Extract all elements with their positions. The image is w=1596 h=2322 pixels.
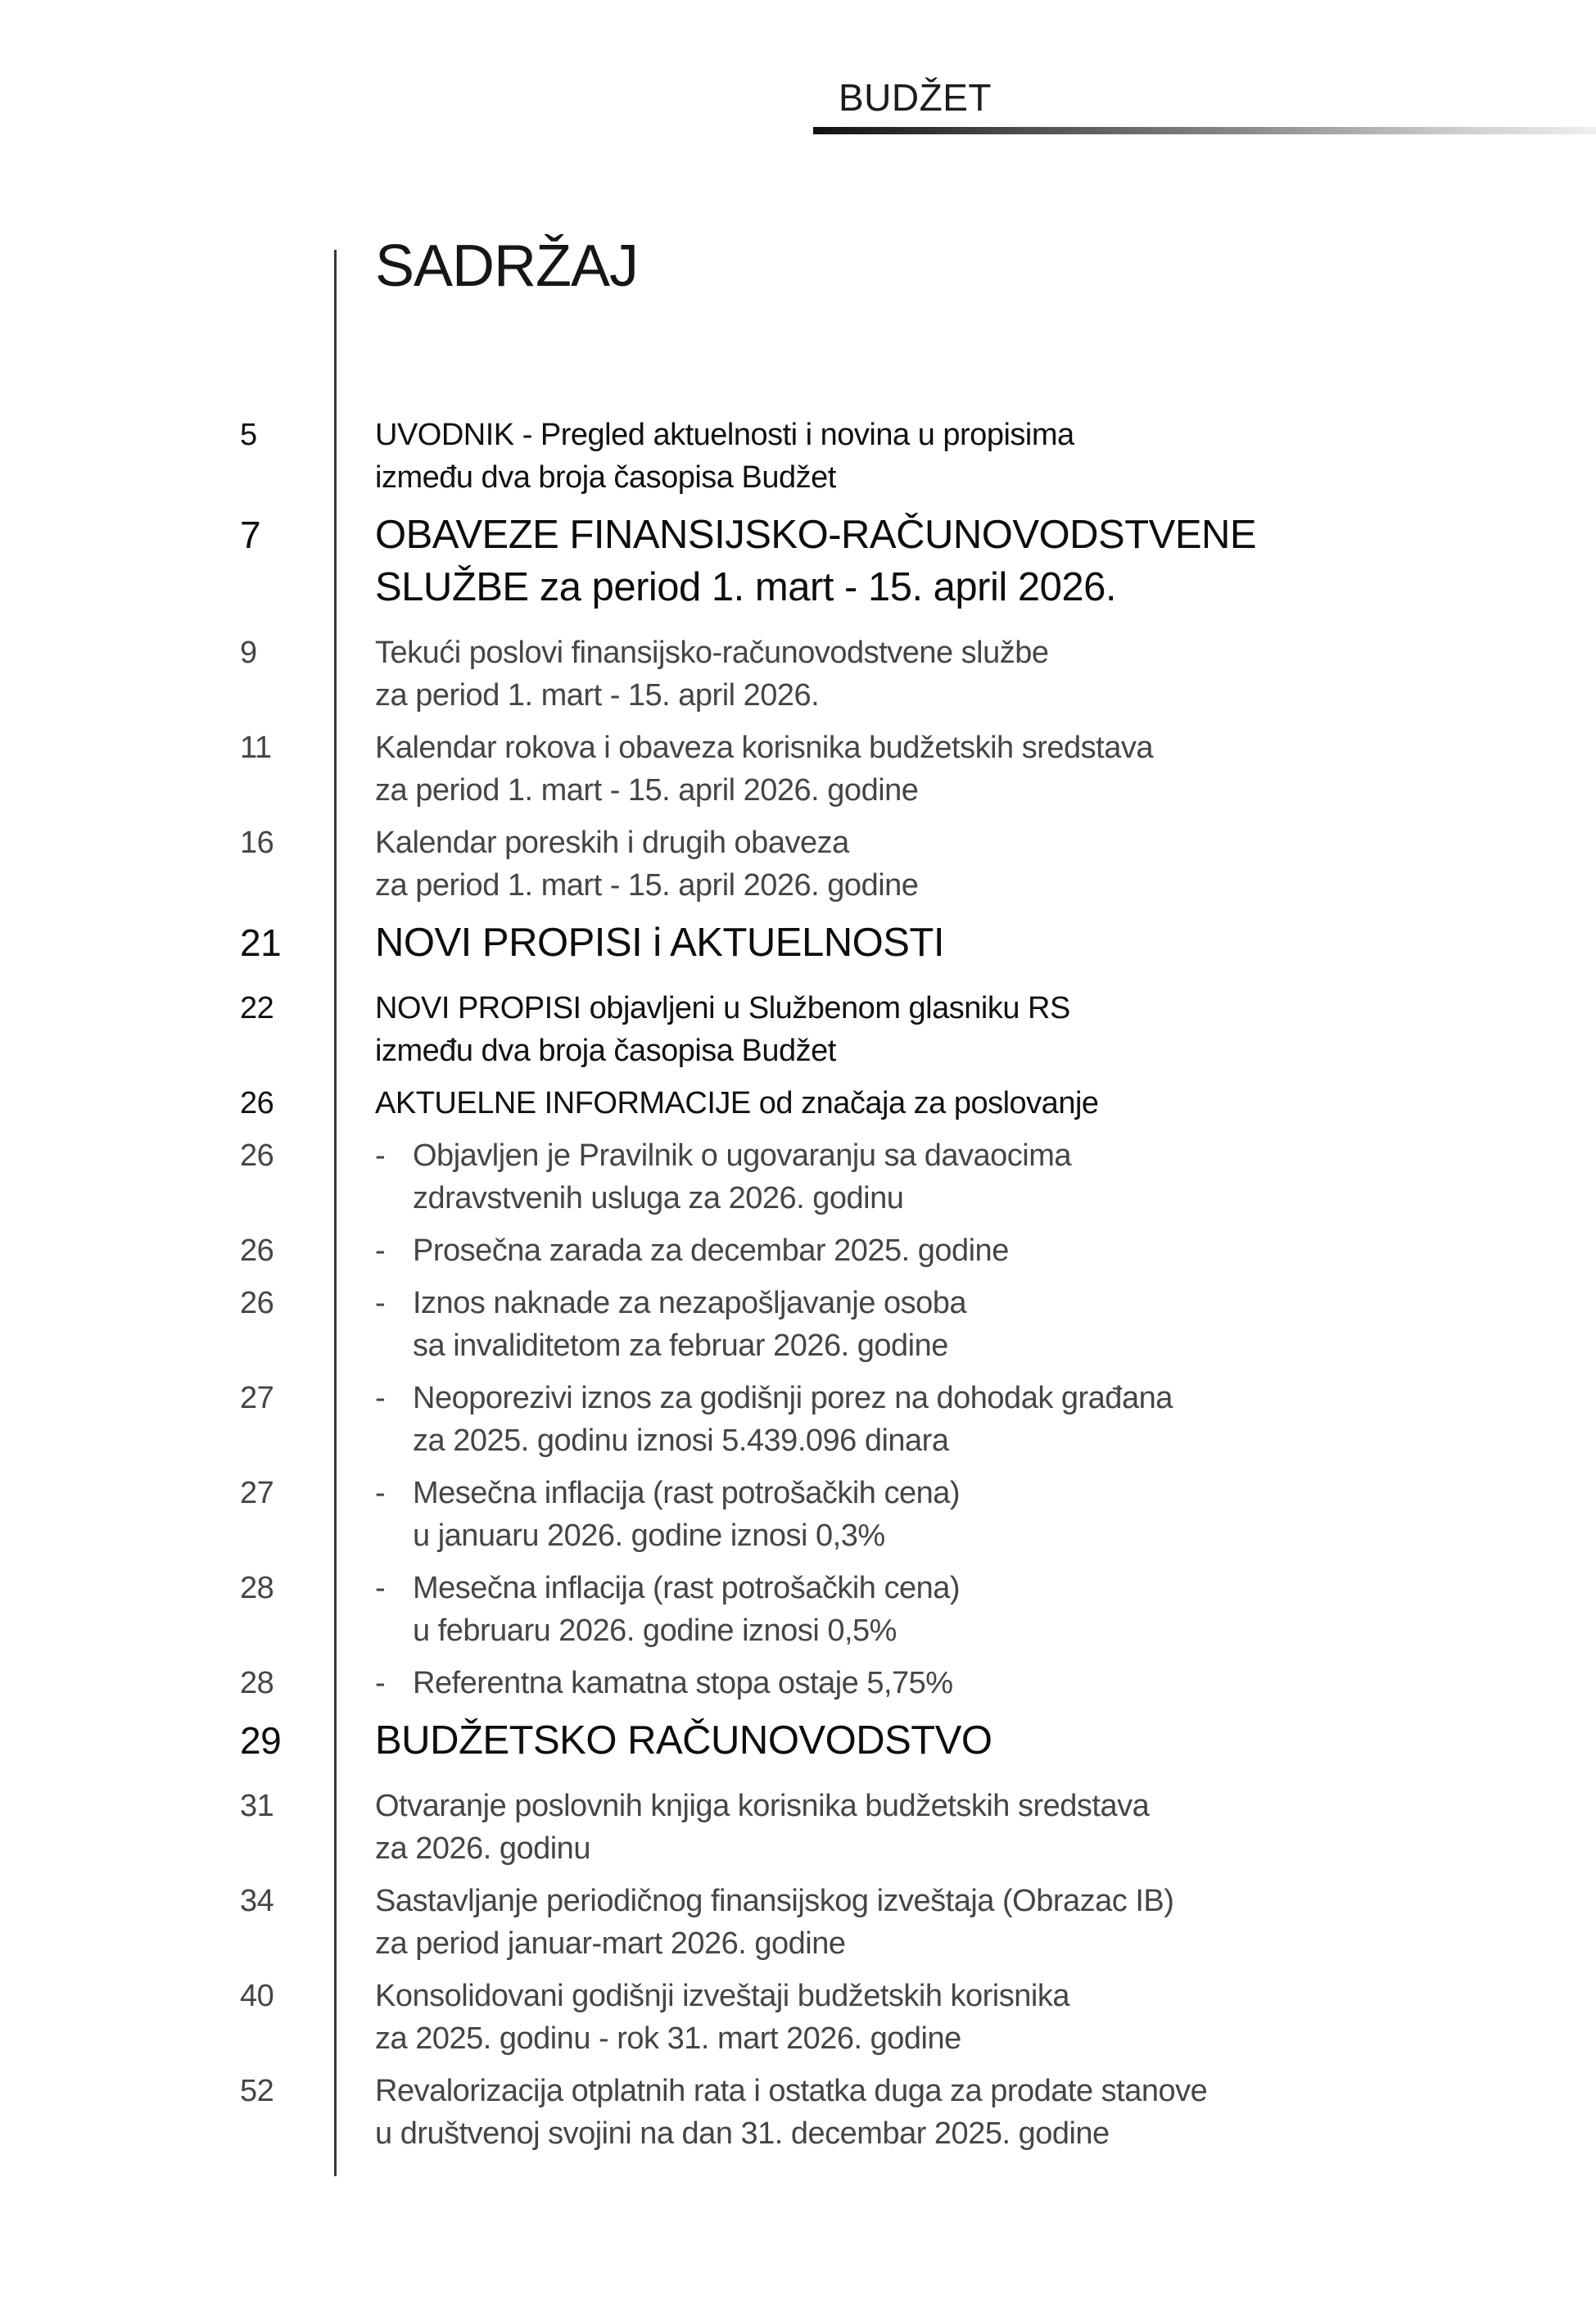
toc-page-number: 26	[240, 1233, 274, 1268]
toc-entry-line: Prosečna zarada za decembar 2025. godine	[413, 1233, 1009, 1268]
toc-row	[0, 414, 1596, 499]
toc-entry	[375, 987, 1596, 1072]
toc-page-number: 7	[240, 514, 261, 556]
toc-row	[0, 1229, 1596, 1272]
toc-entry-line: za period januar-mart 2026. godine	[375, 1926, 846, 1961]
toc-entry	[375, 1282, 1596, 1367]
toc-row	[0, 1975, 1596, 2060]
toc-page-number: 21	[240, 921, 282, 964]
toc-row	[0, 1134, 1596, 1220]
toc-entry-line: Referentna kamatna stopa ostaje 5,75%	[413, 1666, 953, 1700]
toc-entry-line: NOVI PROPISI objavljeni u Službenom glasniku RS	[375, 991, 1070, 1025]
toc-page-number: 52	[240, 2074, 274, 2108]
toc-row	[0, 1567, 1596, 1652]
toc-entry-line: za 2025. godinu iznosi 5.439.096 dinara	[413, 1424, 949, 1458]
toc-entry-line: NOVI PROPISI i AKTUELNOSTI	[375, 921, 944, 965]
toc-page-number: 9	[240, 636, 257, 670]
toc-entry-line: Tekući poslovi finansijsko-računovodstvene službe	[375, 636, 1049, 670]
toc-entry-line: OBAVEZE FINANSIJSKO-RAČUNOVODSTVENE	[375, 513, 1257, 557]
toc-entry-line: Mesečna inflacija (rast potrošačkih cena)	[413, 1571, 961, 1605]
toc-row	[0, 987, 1596, 1072]
toc-entry	[375, 1082, 1596, 1125]
toc-entry-line: Sastavljanje periodičnog finansijskog izveštaja (Obrazac IB)	[375, 1884, 1174, 1918]
toc-page-number: 27	[240, 1381, 274, 1415]
toc-page-number: 31	[240, 1789, 274, 1823]
toc-entry-line: Objavljen je Pravilnik o ugovaranju sa davaocima	[413, 1138, 1072, 1173]
toc-page-number: 11	[240, 731, 272, 765]
toc-entry	[375, 1785, 1596, 1870]
toc-page-number: 22	[240, 991, 274, 1025]
toc-page-number: 26	[240, 1086, 274, 1120]
toc-page-number: 34	[240, 1884, 274, 1918]
toc-entry-content	[413, 1377, 1596, 1462]
toc-page-number: 26	[240, 1286, 274, 1320]
toc-entry-line: za period 1. mart - 15. april 2026. godine	[375, 868, 919, 903]
toc-entry-line: za period 1. mart - 15. april 2026. godine	[375, 773, 919, 808]
toc-entry-line: Kalendar rokova i obaveza korisnika budžetskih sredstava	[375, 731, 1153, 765]
toc-row	[0, 917, 1596, 969]
toc-entry-line: između dva broja časopisa Budžet	[375, 460, 836, 495]
toc-page-number: 28	[240, 1666, 274, 1700]
toc-entry	[375, 1880, 1596, 1965]
toc-entry-line: zdravstvenih usluga za 2026. godinu	[413, 1181, 904, 1215]
toc-entry-line: Mesečna inflacija (rast potrošačkih cena)	[413, 1476, 961, 1510]
toc-page-number: 28	[240, 1571, 274, 1605]
toc-page-number: 5	[240, 418, 257, 452]
toc-entry-line: SLUŽBE za period 1. mart - 15. april 2026.	[375, 565, 1116, 609]
toc-entry	[375, 1229, 1596, 1272]
toc-row	[0, 1472, 1596, 1557]
toc-row	[0, 1714, 1596, 1767]
toc-entry-line: Iznos naknade za nezapošljavanje osoba	[413, 1286, 967, 1320]
toc-row	[0, 726, 1596, 812]
toc-entry-line: Otvaranje poslovnih knjiga korisnika budžetskih sredstava	[375, 1789, 1150, 1823]
toc-page-number: 29	[240, 1719, 282, 1762]
toc-entry-line: između dva broja časopisa Budžet	[375, 1034, 836, 1068]
toc-page-number: 16	[240, 826, 274, 860]
dash-marker: -	[375, 1571, 386, 1605]
toc-entry-line: za 2025. godinu - rok 31. mart 2026. godine	[375, 2021, 961, 2056]
toc-entry-content	[413, 1282, 1596, 1367]
toc-row	[0, 631, 1596, 717]
toc-entry	[375, 1472, 1596, 1557]
dash-marker: -	[375, 1381, 386, 1415]
toc-row	[0, 1082, 1596, 1125]
dash-marker: -	[375, 1286, 386, 1320]
dash-marker: -	[375, 1138, 386, 1173]
toc-entry-content	[413, 1567, 1596, 1652]
dash-marker: -	[375, 1666, 386, 1700]
toc-entry	[375, 1714, 1596, 1767]
toc-entry-line: sa invaliditetom za februar 2026. godine	[413, 1328, 948, 1363]
toc-entry-line: za period 1. mart - 15. april 2026.	[375, 678, 820, 713]
toc-row	[0, 1785, 1596, 1870]
toc-entry-line: u februaru 2026. godine iznosi 0,5%	[413, 1614, 897, 1648]
toc-entry-line: u januaru 2026. godine iznosi 0,3%	[413, 1519, 885, 1553]
toc-entry	[375, 631, 1596, 717]
toc-entry-line: u društvenoj svojini na dan 31. decembar 2025. godine	[375, 2116, 1110, 2151]
toc-row	[0, 509, 1596, 613]
toc-entry-line: Konsolidovani godišnji izveštaji budžetskih korisnika	[375, 1979, 1069, 2013]
toc-entry	[375, 917, 1596, 969]
toc-entry	[375, 822, 1596, 907]
toc-entry	[375, 726, 1596, 812]
toc-entry-line: BUDŽETSKO RAČUNOVODSTVO	[375, 1718, 992, 1763]
toc-row	[0, 1880, 1596, 1965]
toc-entry-content	[413, 1662, 1596, 1704]
toc-page-number: 26	[240, 1138, 274, 1173]
toc-entry	[375, 2070, 1596, 2155]
toc-entry-content	[413, 1229, 1596, 1272]
toc-page-number: 27	[240, 1476, 274, 1510]
toc-row	[0, 822, 1596, 907]
toc-entry-line: Neoporezivi iznos za godišnji porez na dohodak građana	[413, 1381, 1173, 1415]
toc-entry	[375, 509, 1596, 613]
toc-entry	[375, 1134, 1596, 1220]
dash-marker: -	[375, 1233, 386, 1268]
toc-entry-line: Revalorizacija otplatnih rata i ostatka duga za prodate stanove	[375, 2074, 1208, 2108]
toc-entry	[375, 414, 1596, 499]
toc-entry-line: UVODNIK - Pregled aktuelnosti i novina u propisima	[375, 418, 1074, 452]
toc-entry-line: AKTUELNE INFORMACIJE od značaja za poslovanje	[375, 1086, 1099, 1120]
toc-row	[0, 1662, 1596, 1704]
toc-row	[0, 2070, 1596, 2155]
dash-marker: -	[375, 1476, 386, 1510]
toc-entry-line: Kalendar poreskih i drugih obaveza	[375, 826, 849, 860]
toc-page-number: 40	[240, 1979, 274, 2013]
magazine-title: BUDŽET	[839, 76, 992, 119]
toc-row	[0, 1377, 1596, 1462]
toc-entry	[375, 1975, 1596, 2060]
toc-entry-content	[413, 1472, 1596, 1557]
page-title: SADRŽAJ	[375, 233, 639, 299]
toc-entry	[375, 1662, 1596, 1704]
toc-entry-line: za 2026. godinu	[375, 1831, 590, 1866]
toc-entry	[375, 1567, 1596, 1652]
toc-entry	[375, 1377, 1596, 1462]
toc-entry-content	[413, 1134, 1596, 1220]
header-underline	[813, 127, 1596, 134]
toc-row	[0, 1282, 1596, 1367]
toc-list	[0, 414, 1596, 2165]
